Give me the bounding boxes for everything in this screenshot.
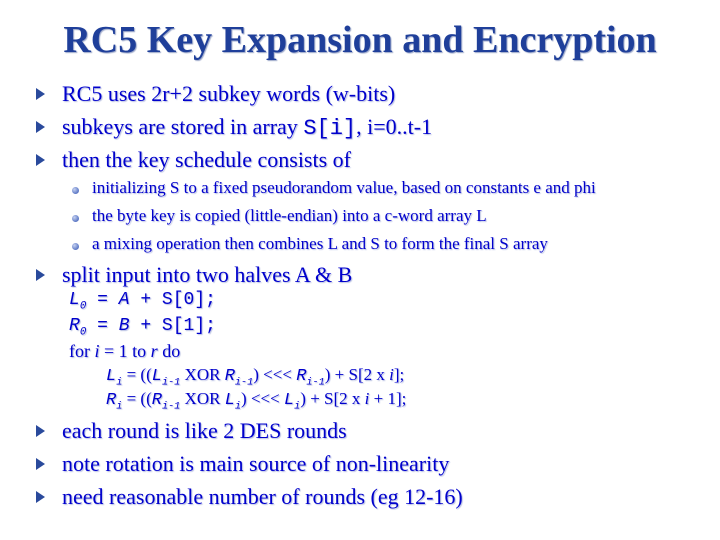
slide-title: RC5 Key Expansion and Encryption: [63, 19, 657, 61]
sub-bullet-dot-icon: [72, 215, 79, 222]
code-text: for: [69, 341, 95, 361]
code-text: XOR: [180, 389, 225, 408]
code-var: R: [224, 367, 235, 386]
bullet-des-rounds: each round is like 2 DES rounds: [62, 418, 347, 443]
code-text: + 1];: [369, 389, 407, 408]
code-var: i: [389, 365, 394, 384]
code-sub: i: [116, 377, 123, 389]
code-var: L: [106, 367, 117, 386]
bullet-split-input: split input into two halves A & B: [62, 262, 353, 287]
sub-bullet-dot-icon: [72, 187, 79, 194]
code-sub: 0: [79, 300, 87, 313]
arrow-bullet-icon: [36, 154, 45, 166]
code-sub: 0: [79, 326, 87, 339]
code-sub: i: [234, 401, 242, 413]
sub-bullet-copy-key: the byte key is copied (little-endian) into a c-word array L: [92, 206, 487, 225]
arrow-bullet-icon: [36, 88, 45, 100]
code-line-for: [69, 341, 180, 362]
code-sub: i: [294, 401, 301, 413]
code-line-li: [106, 365, 404, 388]
code-var: L: [224, 391, 235, 410]
sub-bullet-dot-icon: [72, 243, 79, 250]
code-var: L: [151, 367, 162, 386]
code-text: = ((: [122, 365, 152, 384]
code-line-r0: [69, 316, 216, 339]
arrow-bullet-icon: [36, 269, 45, 281]
code-var: r: [150, 341, 158, 361]
code-var: i: [94, 341, 100, 361]
bullet-key-schedule: then the key schedule consists of: [62, 147, 351, 172]
code-line-ri: [106, 389, 406, 412]
code-text: ) + S[2 x: [300, 389, 365, 408]
code-var: A: [118, 290, 130, 310]
code-var: R: [106, 391, 117, 410]
sub-bullet-mixing: a mixing operation then combines L and S to form the final S array: [92, 234, 548, 253]
bullet-rotation: note rotation is main source of non-linearity: [62, 451, 450, 476]
code-text: ];: [393, 365, 405, 384]
arrow-bullet-icon: [36, 491, 45, 503]
sub-bullet-initialize: initializing S to a fixed pseudorandom value, based on constants e and phi: [92, 178, 596, 197]
arrow-bullet-icon: [36, 458, 45, 470]
bullet-rc5-subkeys: RC5 uses 2r+2 subkey words (w-bits): [62, 81, 396, 106]
code-text: =: [86, 316, 119, 336]
code-var: R: [296, 367, 307, 386]
code-var: i: [364, 389, 370, 408]
code-var: R: [151, 391, 162, 410]
code-text: ) + S[2 x: [324, 365, 390, 384]
code-sub: i-1: [234, 377, 254, 389]
code-line-l0: [69, 290, 216, 313]
code-sub: i-1: [306, 377, 325, 389]
code-text: =: [86, 290, 119, 310]
bullet-subkeys-array: [62, 114, 432, 141]
code-var: L: [69, 290, 80, 310]
bullet-text: subkeys are stored in array: [62, 114, 304, 139]
code-sub: i-1: [161, 377, 181, 389]
code-text: + S[0];: [129, 290, 216, 310]
code-text: = 1 to: [99, 341, 151, 361]
code-array: S[i]: [303, 116, 357, 141]
code-text: = ((: [122, 389, 152, 408]
arrow-bullet-icon: [36, 425, 45, 437]
code-text: ) <<<: [253, 365, 297, 384]
code-var: B: [118, 316, 130, 336]
code-var: L: [283, 391, 295, 410]
code-sub: i: [116, 401, 123, 413]
bullet-text: , i=0..t-1: [356, 114, 433, 139]
arrow-bullet-icon: [36, 121, 45, 133]
code-text: XOR: [180, 365, 225, 384]
bullet-rounds-count: need reasonable number of rounds (eg 12-16): [62, 484, 463, 509]
code-text: + S[1];: [129, 316, 216, 336]
code-var: R: [69, 316, 80, 336]
code-text: ) <<<: [241, 389, 284, 408]
code-sub: i-1: [161, 401, 181, 413]
code-text: do: [157, 341, 181, 361]
